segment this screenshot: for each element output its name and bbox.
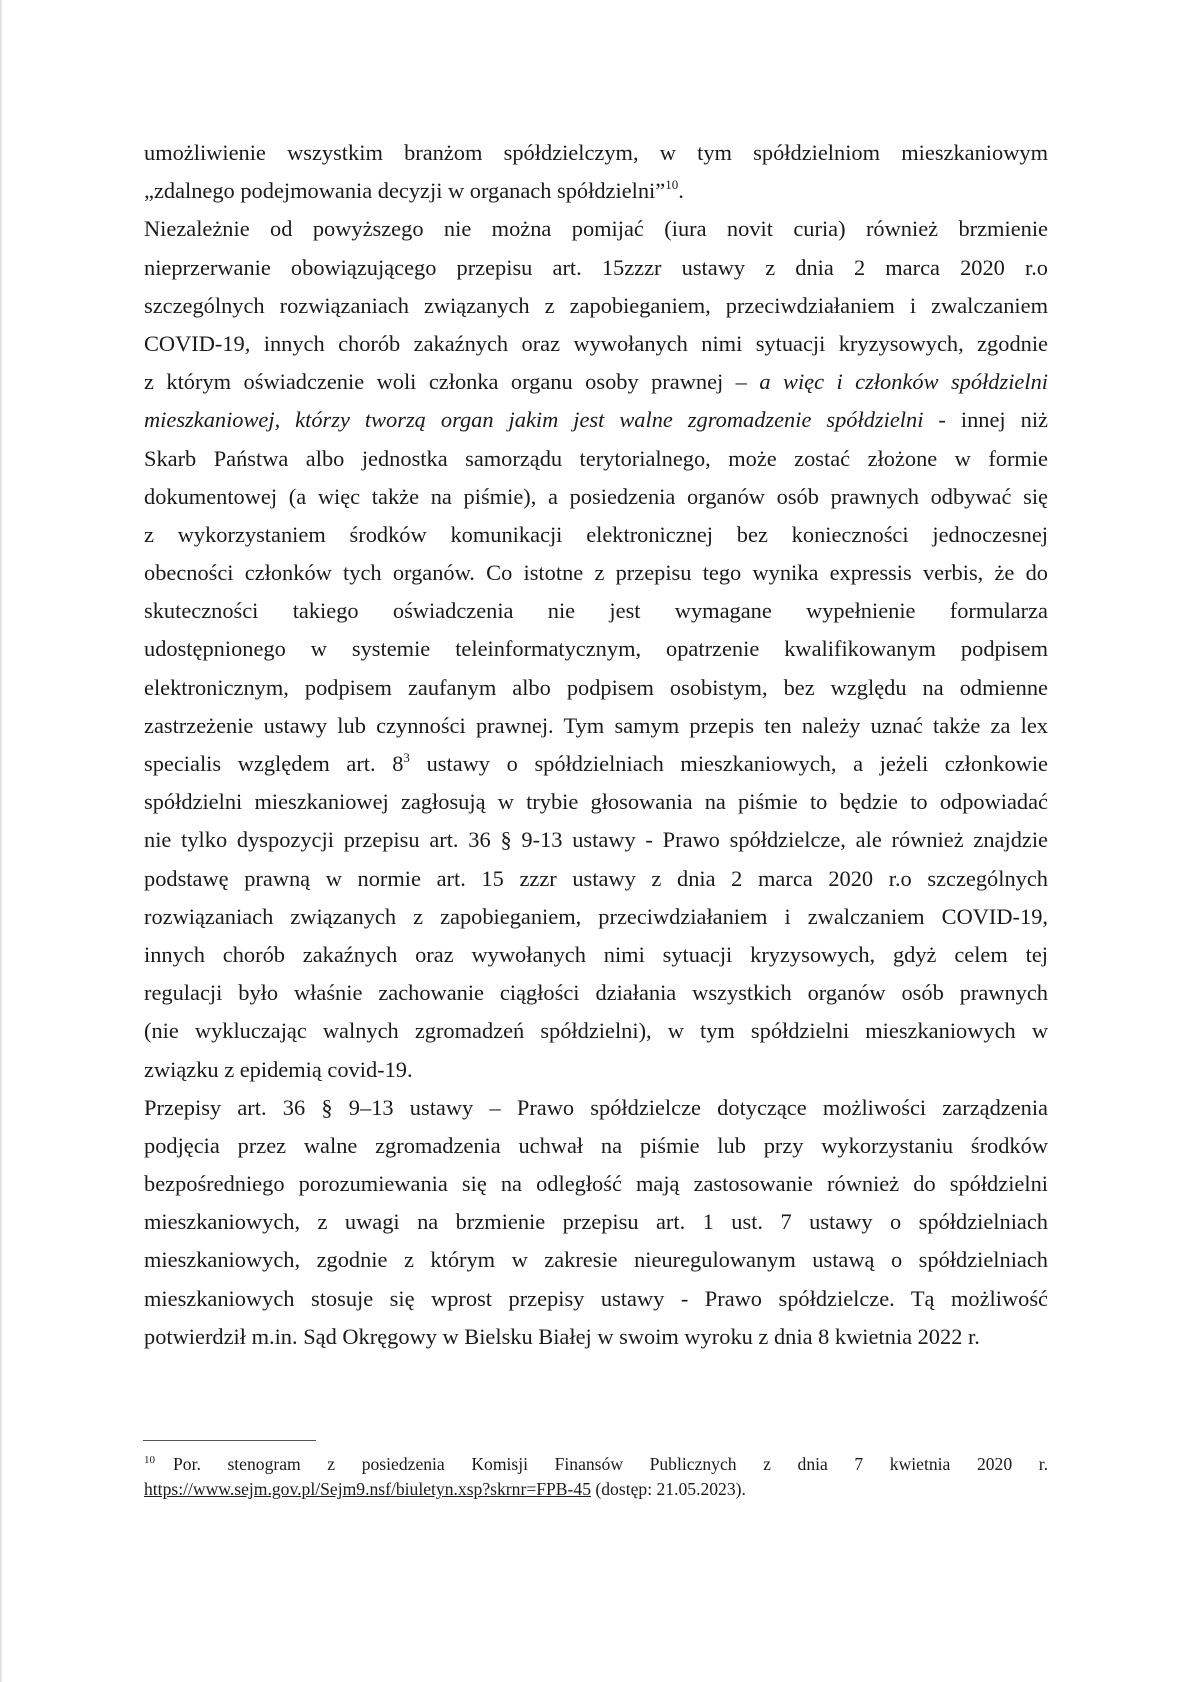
body-text [144,134,1048,1356]
text-line: umożliwienie wszystkim branżom spółdzielczym, w tym spółdzielniom mieszkaniowym [144,140,1048,165]
footnote-line [144,1452,1048,1477]
italic-segment: a więc i członków spółdzielni [759,369,1048,395]
text-line: Przepisy art. 36 § 9–13 ustawy – Prawo spółdzielcze dotyczące możliwości zarządzenia [144,1094,1048,1120]
text-line: udostępnionego w systemie teleinformatycznym, opatrzenie kwalifikowanym podpisem [144,636,1048,662]
text-line: COVID-19, innych chorób zakaźnych oraz wywołanych nimi sytuacji kryzysowych, zgodnie [144,330,1048,356]
text-line: rozwiązaniach związanych z zapobieganiem, przeciwdziałaniem i zwalczaniem COVID-19, [144,903,1048,929]
footnote-line [144,1477,1048,1502]
text-line: szczególnych rozwiązaniach związanych z zapobieganiem, przeciwdziałaniem i zwalczaniem [144,292,1048,318]
text-line: podjęcia przez walne zgromadzenia uchwał na piśmie lub przy wykorzystaniu środków [144,1132,1048,1158]
text-line: Skarb Państwa albo jednostka samorządu terytorialnego, może zostać złożone w formie [144,445,1048,471]
text-segment: „zdalnego podejmowania decyzji w organach spółdzielni” [144,178,666,204]
text-line: „zdalnego podejmowania decyzji w organach spółdzielni”$^{10}$. [144,177,684,204]
text-segment: z którym oświadczenie woli członka organu osoby prawnej – [144,369,747,395]
page-edge [0,0,3,1682]
text-line: z wykorzystaniem środków komunikacji elektronicznej bez konieczności jednoczesnej [144,521,1048,547]
text-line [144,745,1048,783]
text-line: potwierdził m.in. Sąd Okręgowy w Bielsku Białej w swoim wyroku z dnia 8 kwietnia 2022 r. [144,1323,980,1349]
text-line: dokumentowej (a więc także na piśmie), a posiedzenia organów osób prawnych odbywać się [144,483,1048,509]
text-line: skuteczności takiego oświadczenia nie jest wymagane wypełnienie formularza [144,598,1048,624]
footnote-separator [143,1440,316,1441]
footnote-access-date: (dostęp: 21.05.2023). [591,1479,746,1499]
text-line: elektronicznym, podpisem zaufanym albo podpisem osobistym, bez względu na odmienne [144,674,1048,700]
text-line: podstawę prawną w normie art. 15 zzzr ustawy z dnia 2 marca 2020 r.o szczególnych [144,865,1048,891]
text-line: bezpośredniego porozumiewania się na odległość mają zastosowanie również do spółdzielni [144,1171,1048,1197]
footnote-text: Por. stenogram z posiedzenia Komisji Finansów Publicznych z dnia 7 kwietnia 2020 r. [173,1454,1048,1474]
footnote-link[interactable]: https://www.sejm.gov.pl/Sejm9.nsf/biuletyn.xsp?skrnr=FPB-45 [144,1479,591,1499]
text-line: regulacji było właśnie zachowanie ciągłości działania wszystkich organów osób prawnych [144,980,1048,1006]
text-line: innych chorób zakaźnych oraz wywołanych nimi sytuacji kryzysowych, gdyż celem tej [144,941,1048,967]
text-line: spółdzielni mieszkaniowej zagłosują w trybie głosowania na piśmie to będzie to odpowiadać [144,789,1048,815]
text-line: mieszkaniowych, zgodnie z którym w zakresie nieuregulowanym ustawą o spółdzielniach [144,1247,1048,1273]
text-segment: specialis względem art. 8 [144,751,404,776]
italic-segment: mieszkaniowej, którzy tworzą organ jakim jest walne zgromadzenie spółdzielni [144,407,924,433]
text-line: obecności członków tych organów. Co istotne z przepisu tego wynika expressis verbis, że do [144,560,1048,586]
text-line: mieszkaniowych, z uwagi na brzmienie przepisu art. 1 ust. 7 ustawy o spółdzielniach [144,1209,1048,1235]
text-line: (nie wykluczając walnych zgromadzeń spółdzielni), w tym spółdzielni mieszkaniowych w [144,1018,1048,1044]
text-segment: ustawy o spółdzielniach mieszkaniowych, a jeżeli członkowie [426,751,1048,776]
text-line: Niezależnie od powyższego nie można pomijać (iura novit curia) również brzmienie [144,216,1048,242]
text-line [144,363,1048,401]
footnote [144,1452,1048,1502]
text-line: zastrzeżenie ustawy lub czynności prawnej. Tym samym przepis ten należy uznać także za lex [144,712,1048,738]
superscript: 3 [403,750,410,765]
text-line: związku z epidemią covid-19. [144,1056,413,1082]
footnote-number: 10 [144,1454,155,1466]
text-line: nieprzerwanie obowiązującego przepisu art. 15zzzr ustawy z dnia 2 marca 2020 r.o [144,254,1048,280]
text-line: nie tylko dyspozycji przepisu art. 36 § 9-13 ustawy - Prawo spółdzielcze, ale również znajdzie [144,827,1048,853]
text-line [144,401,1048,439]
text-segment: - innej niż [938,407,1048,433]
text-line: mieszkaniowych stosuje się wprost przepisy ustawy - Prawo spółdzielcze. Tą możliwość [144,1285,1048,1311]
footnote-reference[interactable]: 10 [665,177,679,193]
